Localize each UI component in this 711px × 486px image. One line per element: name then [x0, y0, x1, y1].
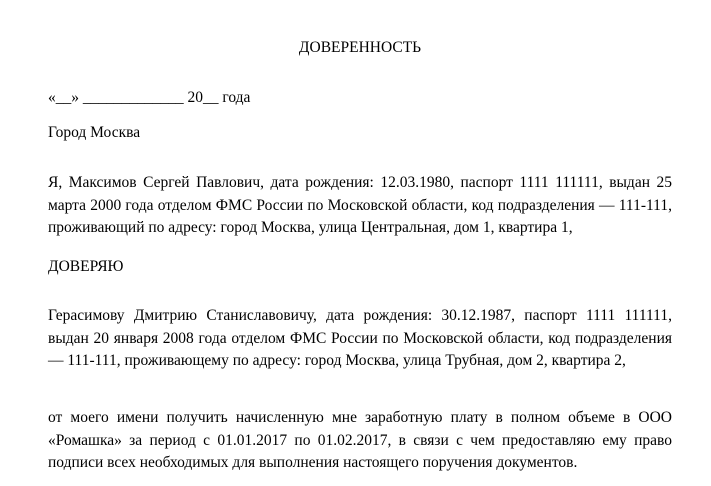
document-title: ДОВЕРЕННОСТЬ	[298, 39, 422, 56]
date-line: «__» _____________ 20__ года	[48, 89, 251, 106]
mandate-paragraph: от моего имени получить начисленную мне заработную плату в полном объеме в ООО «Ромашка» за период с 01.01.2017 по 01.02.2017, в связи с чем предоставляю ему право подписи всех необходимых для выполнения настоящего поручения документов.	[48, 409, 672, 471]
principal-paragraph: Я, Максимов Сергей Павлович, дата рождения: 12.03.1980, паспорт 1111 111111, выдан 25 марта 2000 года отделом ФМС России по Московской области, код подразделения — 111-111, проживающий по адресу: город Москва, улица Центральная, дом 1, квартира 1,	[48, 174, 672, 236]
city-line: Город Москва	[48, 124, 141, 141]
trust-heading: ДОВЕРЯЮ	[48, 258, 124, 275]
attorney-paragraph: Герасимову Дмитрию Станиславовичу, дата рождения: 30.12.1987, паспорт 1111 111111, выдан 20 января 2008 года отделом ФМС России по Московской области, код подразделения — 111-111, проживающему по адресу: город Москва, улица Трубная, дом 2, квартира 2,	[48, 307, 672, 369]
